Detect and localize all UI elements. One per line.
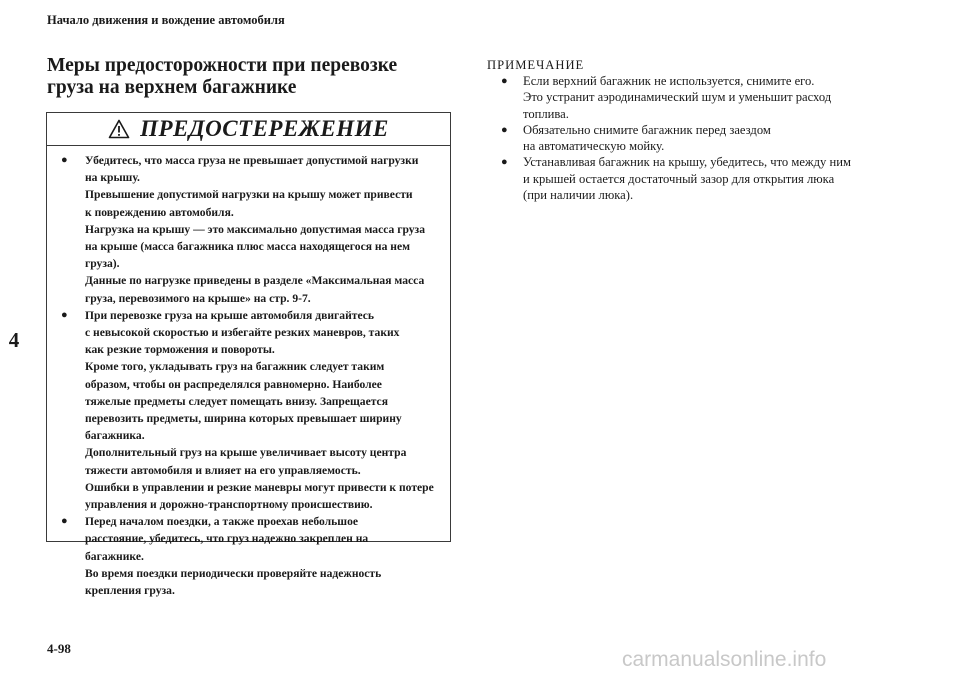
note-section — [487, 57, 887, 203]
warning-paragraph: Превышение допустимой нагрузки на крышу может привести к повреждению автомобиля. — [85, 188, 413, 219]
note-item-text — [523, 73, 831, 122]
note-item-text — [523, 154, 851, 203]
section-title-line-2: груза на верхнем багажнике — [47, 77, 297, 98]
warning-paragraph: Данные по нагрузке приведены в разделе «Максимальная масса груза, перевозимого на крыше» на стр. 9-7. — [85, 274, 425, 305]
warning-item-text — [85, 307, 434, 513]
warning-header — [47, 113, 450, 146]
section-title-line-1: Меры предосторожности при перевозке — [47, 55, 398, 76]
note-item — [487, 73, 887, 122]
warning-item — [59, 152, 438, 307]
warning-paragraph: Убедитесь, что масса груза не превышает допустимой нагрузки на крышу. — [85, 154, 419, 185]
bullet-icon: ● — [61, 308, 68, 321]
note-item — [487, 154, 887, 203]
page-number: 4-98 — [47, 641, 71, 656]
warning-triangle-icon — [108, 119, 130, 139]
warning-paragraph: Нагрузка на крышу — это максимально допустимая масса груза на крыше (масса багажника плюс масса находящегося на нем груза). — [85, 222, 426, 271]
warning-title: ПРЕДОСТЕРЕЖЕНИЕ — [140, 116, 389, 141]
note-paragraph: Если верхний багажник не используется, снимите его. Это устранит аэродинамический шум и уменьшит расход топлива. — [523, 74, 832, 121]
warning-body — [47, 146, 450, 599]
note-title: ПРИМЕЧАНИЕ — [487, 58, 585, 72]
note-paragraph: Обязательно снимите багажник перед заездом на автоматическую мойку. — [523, 122, 771, 154]
warning-paragraph: Во время поездки периодически проверяйте надежность крепления груза. — [85, 566, 382, 598]
bullet-icon: ● — [61, 515, 68, 528]
warning-paragraph: Кроме того, укладывать груз на багажник следует таким образом, чтобы он распределялся равномерно. Наиболее тяжелые предметы следует помещать внизу. Запрещается перевозить предметы, ширина которых превышает ширину багажника. — [85, 360, 402, 443]
bullet-icon: ● — [501, 156, 508, 169]
warning-paragraph: При перевозке груза на крыше автомобиля двигайтесь с невысокой скоростью и избегайте резких маневров, таких как резкие торможения и повороты. — [85, 308, 400, 357]
note-paragraph: Устанавливая багажник на крышу, убедитесь, что между ним и крышей остается достаточный зазор для открытия люка (при наличии люка). — [523, 155, 851, 203]
note-item-text — [523, 122, 771, 155]
warning-item — [59, 307, 438, 513]
bullet-icon: ● — [501, 75, 508, 87]
warning-box — [46, 112, 451, 598]
note-body — [487, 73, 887, 203]
warning-item-text — [85, 152, 425, 307]
warning-item — [59, 513, 438, 599]
running-head: Начало движения и вождение автомобиля — [47, 13, 285, 27]
chapter-tab: 4 — [8, 328, 20, 352]
bullet-icon: ● — [61, 154, 68, 166]
warning-paragraph: Дополнительный груз на крыше увеличивает высоту центра тяжести автомобиля и влияет на его управляемость. — [85, 446, 407, 477]
warning-paragraph: Перед началом поездки, а также проехав небольшое расстояние, убедитесь, что груз надежно закреплен на багажнике. — [85, 515, 369, 563]
warning-item-text — [85, 513, 381, 599]
warning-paragraph: Ошибки в управлении и резкие маневры могут привести к потере управления и дорожно-транспортному происшествию. — [85, 480, 434, 512]
bullet-icon: ● — [501, 123, 508, 136]
watermark: carmanualsonline.info — [622, 648, 827, 671]
note-item — [487, 122, 887, 155]
section-title — [47, 55, 397, 99]
